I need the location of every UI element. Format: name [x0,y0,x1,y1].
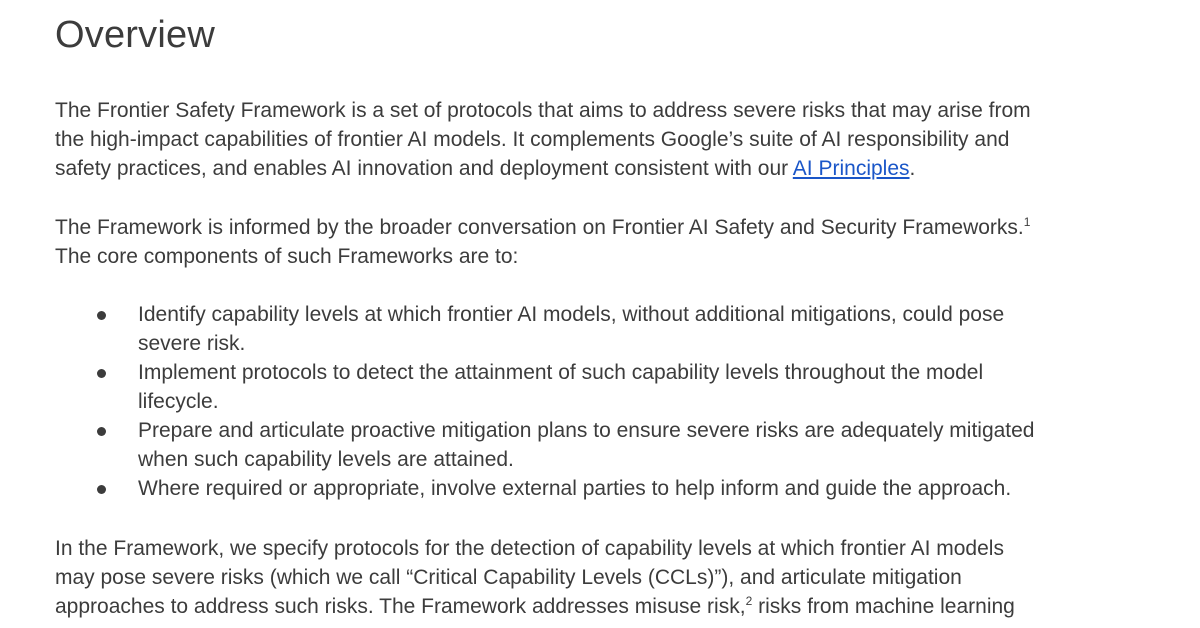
framework-line-2: The core components of such Frameworks are to: [55,245,519,268]
list-item-line-1: Implement protocols to detect the attainment of such capability levels throughout the model [138,361,984,384]
detection-line-2: may pose severe risks (which we call “Critical Capability Levels (CCLs)”), and articulate mitigation [55,566,962,589]
list-item-line-2: lifecycle. [138,390,219,413]
list-item-line-1: Identify capability levels at which frontier AI models, without additional mitigations, could pose [138,303,1005,326]
footnote-1-marker[interactable]: 1 [1023,215,1031,229]
list-item [0,474,1035,503]
bullet-icon [97,311,106,320]
detection-line-1: In the Framework, we specify protocols for the detection of capability levels at which frontier AI models [55,537,1004,560]
framework-line-1 [55,213,1030,242]
detection-paragraph [55,534,1015,621]
intro-line-3-text: safety practices, and enables AI innovation and deployment consistent with our [55,157,793,180]
list-item [0,300,1035,358]
intro-line-2: the high-impact capabilities of frontier AI models. It complements Google’s suite of AI responsibility and [55,128,1010,151]
list-item [0,416,1035,474]
detection-line-3-rest: risks from machine learning [752,595,1015,618]
list-item-line-1: Where required or appropriate, involve external parties to help inform and guide the approach. [138,477,1012,500]
list-item-line-2: severe risk. [138,332,246,355]
bullet-icon [97,427,106,436]
bullet-icon [97,369,106,378]
core-components-list [0,300,1035,503]
list-item-line-1: Prepare and articulate proactive mitigation plans to ensure severe risks are adequately mitigated [138,419,1035,442]
intro-line-3 [55,154,1031,183]
ai-principles-link[interactable]: AI Principles [792,157,910,180]
bullet-icon [97,485,106,494]
footnote-2-marker[interactable]: 2 [745,594,753,608]
section-heading: Overview [55,14,215,56]
detection-line-3 [55,592,1015,621]
intro-paragraph [55,96,1031,183]
list-item [0,358,1035,416]
list-item-line-2: when such capability levels are attained. [138,448,514,471]
intro-line-1: The Frontier Safety Framework is a set of protocols that aims to address severe risks that may arise from [55,99,1031,122]
intro-line-3-period: . [909,157,916,180]
framework-paragraph [55,213,1030,271]
framework-line-1-text: The Framework is informed by the broader conversation on Frontier AI Safety and Security Frameworks. [55,216,1024,239]
detection-line-3-text: approaches to address such risks. The Framework addresses misuse risk, [55,595,746,618]
